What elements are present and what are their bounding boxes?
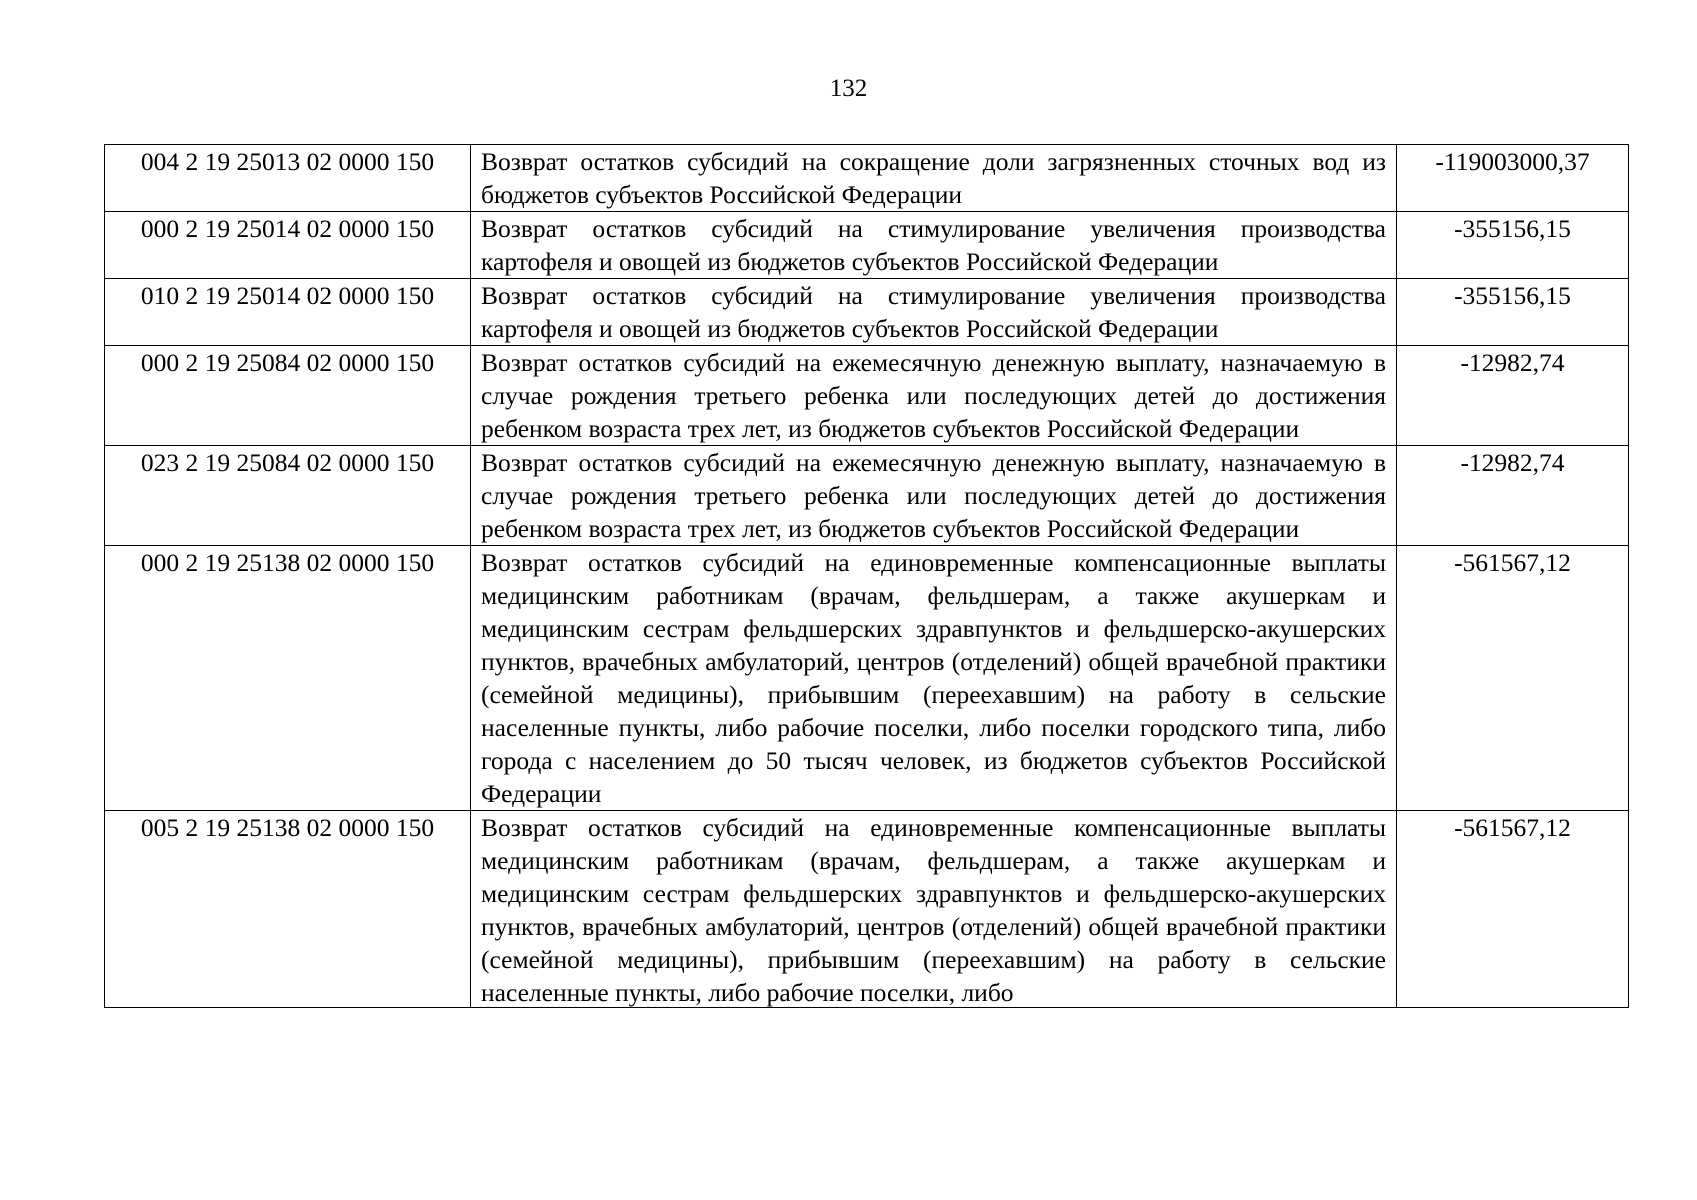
row-amount: -355156,15: [1397, 279, 1629, 346]
budget-code: 000 2 19 25138 02 0000 150: [105, 546, 471, 811]
row-description: Возврат остатков субсидий на ежемесячную денежную выплату, назначаемую в случае рождения третьего ребенка или последующих детей до достижения ребенком возраста трех лет, из бюджетов субъектов Российской Федерации: [471, 346, 1397, 446]
budget-code: 005 2 19 25138 02 0000 150: [105, 811, 471, 1008]
table-row: [105, 546, 1629, 811]
table-row: [105, 212, 1629, 279]
row-amount: -561567,12: [1397, 811, 1629, 1008]
row-description: Возврат остатков субсидий на единовременные компенсационные выплаты медицинским работникам (врачам, фельдшерам, а также акушеркам и медицинским сестрам фельдшерских здравпунктов и фельдшерско-акушерских пунктов, врачебных амбулаторий, центров (отделений) общей врачебной практики (семейной медицины), прибывшим (переехавшим) на работу в сельские населенные пункты, либо рабочие поселки, либо: [481, 813, 1386, 1007]
table-row: [105, 811, 1629, 1008]
row-description: Возврат остатков субсидий на единовременные компенсационные выплаты медицинским работникам (врачам, фельдшерам, а также акушеркам и медицинским сестрам фельдшерских здравпунктов и фельдшерско-акушерских пунктов, врачебных амбулаторий, центров (отделений) общей врачебной практики (семейной медицины), прибывшим (переехавшим) на работу в сельские населенные пункты, либо рабочие поселки, либо поселки городского типа, либо города с населением до 50 тысяч человек, из бюджетов субъектов Российской Федерации: [471, 546, 1397, 811]
budget-code: 004 2 19 25013 02 0000 150: [105, 145, 471, 212]
row-description: Возврат остатков субсидий на ежемесячную денежную выплату, назначаемую в случае рождения третьего ребенка или последующих детей до достижения ребенком возраста трех лет, из бюджетов субъектов Российской Федерации: [471, 446, 1397, 546]
row-amount: -12982,74: [1397, 446, 1629, 546]
row-amount: -12982,74: [1397, 346, 1629, 446]
budget-code: 010 2 19 25014 02 0000 150: [105, 279, 471, 346]
page-number: 132: [829, 75, 868, 102]
table-row: [105, 279, 1629, 346]
row-description: Возврат остатков субсидий на стимулирование увеличения производства картофеля и овощей из бюджетов субъектов Российской Федерации: [471, 212, 1397, 279]
table-row: [105, 346, 1629, 446]
row-amount: -561567,12: [1397, 546, 1629, 811]
row-amount: -119003000,37: [1397, 145, 1629, 212]
table-row: [105, 446, 1629, 546]
row-description: Возврат остатков субсидий на стимулирование увеличения производства картофеля и овощей из бюджетов субъектов Российской Федерации: [471, 279, 1397, 346]
budget-table: [104, 144, 1629, 1008]
row-description-cell: [471, 811, 1397, 1008]
table-row: [105, 145, 1629, 212]
budget-code: 023 2 19 25084 02 0000 150: [105, 446, 471, 546]
budget-code: 000 2 19 25014 02 0000 150: [105, 212, 471, 279]
row-description: Возврат остатков субсидий на сокращение доли загрязненных сточных вод из бюджетов субъектов Российской Федерации: [471, 145, 1397, 212]
budget-code: 000 2 19 25084 02 0000 150: [105, 346, 471, 446]
row-amount: -355156,15: [1397, 212, 1629, 279]
